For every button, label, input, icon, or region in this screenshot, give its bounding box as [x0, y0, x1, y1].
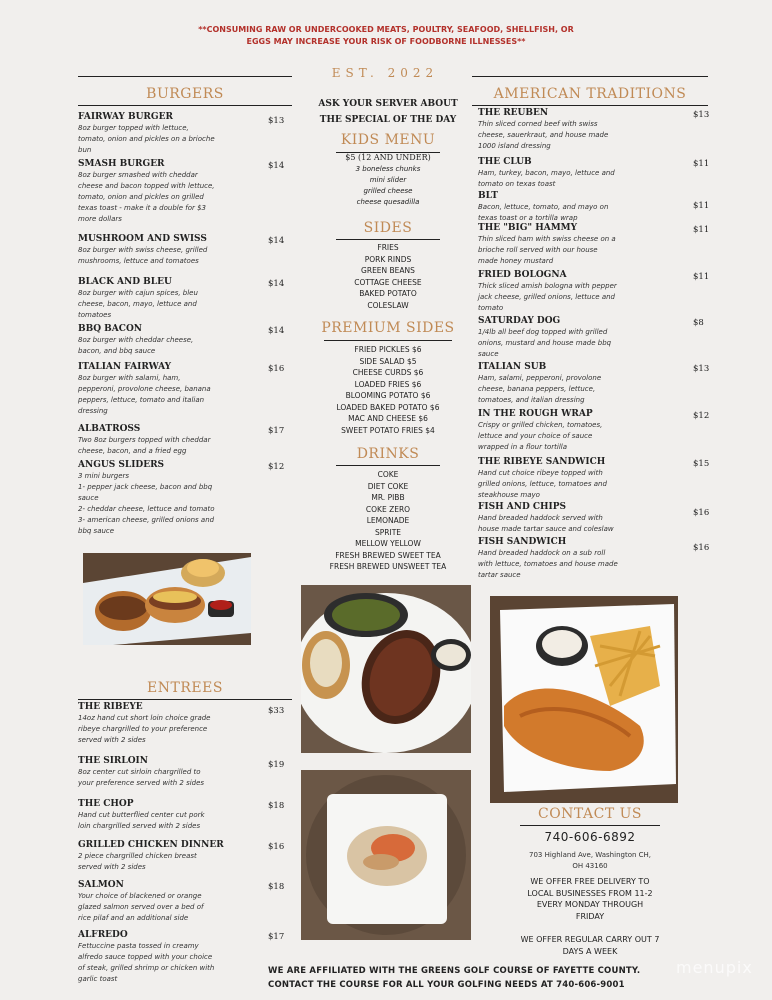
- menu-item-description: 14oz hand cut short loin choice grade: [78, 714, 211, 722]
- menu-item-description: garlic toast: [78, 975, 118, 983]
- menu-item-description: Fettuccine pasta tossed in creamy: [78, 942, 199, 950]
- menu-item-description: steakhouse mayo: [478, 491, 540, 499]
- burgers-title: BURGERS: [146, 86, 224, 102]
- menu-item-price: $14: [268, 236, 285, 246]
- menu-item-description: mushrooms, lettuce and tomatoes: [78, 257, 199, 265]
- watermark: menupix: [676, 958, 753, 977]
- list-item: SWEET POTATO FRIES $4: [341, 425, 435, 435]
- menu-item-description: onions, mustard and house made bbq: [478, 339, 612, 347]
- list-item: CHEESE CURDS $6: [352, 368, 424, 377]
- menu-item-price: $13: [693, 364, 710, 374]
- menu-item-description: tomato, onion and pickles on a brioche: [78, 135, 215, 143]
- menu-item-name: SMASH BURGER: [78, 159, 165, 169]
- menu-item-description: 1/4lb all beef dog topped with grilled: [478, 328, 608, 336]
- menu-item-description: 2 piece chargrilled chicken breast: [78, 852, 197, 860]
- divider: [472, 76, 708, 77]
- menu-item-description: tomato, onion and pickles on grilled: [78, 193, 204, 201]
- contact-phone[interactable]: 740-606-6892: [544, 830, 636, 844]
- menu-item-name: BBQ BACON: [78, 324, 143, 334]
- list-item: MR. PIBB: [371, 493, 405, 502]
- established-year: EST. 2022: [331, 66, 439, 80]
- menu-item: [478, 157, 648, 190]
- menu-item-name: FAIRWAY BURGER: [78, 112, 173, 122]
- footer-affiliation: [268, 964, 708, 992]
- delivery-line: FRIDAY: [575, 911, 605, 921]
- menu-item: [78, 756, 248, 789]
- address-line: 703 Highland Ave, Washington CH,: [528, 851, 652, 859]
- list-item: GREEN BEANS: [361, 266, 415, 275]
- menu-item-price: $11: [693, 159, 710, 169]
- list-item: FRESH BREWED SWEET TEA: [335, 550, 441, 560]
- menu-item: [78, 112, 238, 156]
- steak-photo: [301, 585, 471, 753]
- menu-item-name: THE CHOP: [78, 799, 134, 809]
- list-item: LOADED FRIES $6: [354, 379, 422, 389]
- sides-list: [310, 242, 466, 311]
- divider: [472, 105, 708, 106]
- menu-item-description: cheese and bacon topped with lettuce,: [78, 182, 215, 190]
- menu-item-price: $12: [268, 462, 285, 472]
- fish-and-chips-photo: [490, 596, 678, 803]
- menu-item: [78, 424, 238, 457]
- list-item: cheese quesadilla: [356, 198, 420, 206]
- delivery-info: [496, 876, 684, 922]
- menu-item-description: Ham, turkey, bacon, mayo, lettuce and: [478, 169, 615, 177]
- list-item: LOADED BAKED POTATO $6: [336, 402, 440, 412]
- menu-item-description: 8oz burger with cajun spices, bleu: [78, 289, 198, 297]
- menu-item-name: IN THE ROUGH WRAP: [478, 409, 593, 419]
- menu-item: [78, 930, 248, 985]
- menu-item-description: Hand cut choice ribeye topped with: [478, 469, 603, 477]
- menu-item: [78, 702, 248, 746]
- menu-item-price: $14: [268, 161, 285, 171]
- menu-item-description: 8oz center cut sirloin chargrilled to: [78, 768, 201, 776]
- list-item: LEMONADE: [366, 516, 410, 525]
- menu-item-description: Hand breaded haddock on a sub roll: [478, 549, 606, 557]
- menu-item-price: $11: [693, 225, 710, 235]
- menu-item-name: ALBATROSS: [78, 424, 141, 434]
- menu-item-description: brioche roll served with our house: [478, 246, 598, 254]
- menu-item-description: cheese, banana peppers, lettuce,: [478, 385, 596, 393]
- list-item: grilled cheese: [363, 187, 413, 195]
- menu-item-price: $16: [693, 543, 710, 553]
- menu-item-description: Your choice of blackened or orange: [78, 892, 202, 900]
- menu-item-description: texas toast - make it a double for $3: [78, 204, 207, 212]
- menu-item-description: rice pilaf and an additional side: [78, 914, 189, 922]
- menu-item-description: Hand breaded haddock served with: [478, 514, 603, 522]
- menu-item: [78, 799, 248, 832]
- menu-item-description: of steak, grilled shrimp or chicken with: [78, 964, 215, 972]
- menu-item-description: glazed salmon served over a bed of: [78, 903, 204, 911]
- kids-menu-subtitle: $5 (12 AND UNDER): [345, 153, 431, 162]
- divider: [520, 825, 660, 826]
- menu-item-name: GRILLED CHICKEN DINNER: [78, 840, 224, 850]
- menu-item-description: bbq sauce: [78, 527, 115, 535]
- menu-item-description: tartar sauce: [478, 571, 521, 579]
- menu-item-description: 3 mini burgers: [78, 472, 130, 480]
- menu-item-description: bacon, and bbq sauce: [78, 347, 156, 355]
- menu-item-name: ITALIAN FAIRWAY: [78, 362, 172, 372]
- delivery-line: LOCAL BUSINESSES FROM 11-2: [527, 888, 653, 898]
- kids-menu-title: KIDS MENU: [340, 132, 436, 148]
- drinks-list: [300, 469, 476, 573]
- premium-sides-list: [300, 344, 476, 436]
- menu-item-price: $13: [693, 110, 710, 120]
- menu-item-name: ANGUS SLIDERS: [78, 460, 165, 470]
- menu-item-price: $8: [693, 318, 704, 328]
- menu-item-description: Hand cut butterflied center cut pork: [78, 811, 205, 819]
- menu-item-price: $17: [268, 426, 285, 436]
- divider: [336, 465, 440, 466]
- list-item: COLESLAW: [367, 300, 409, 310]
- menu-item-price: $18: [268, 801, 285, 811]
- menu-item-name: SATURDAY DOG: [478, 316, 561, 326]
- menu-item-name: SALMON: [78, 880, 124, 890]
- menu-item-price: $14: [268, 326, 285, 336]
- sides-title: SIDES: [363, 220, 413, 236]
- premium-sides-title: PREMIUM SIDES: [321, 320, 455, 336]
- warning-line-1: **CONSUMING RAW OR UNDERCOOKED MEATS, POULTRY, SEAFOOD, SHELLFISH, OR: [198, 25, 574, 34]
- fish-photo-illustration: [490, 596, 678, 803]
- american-traditions-title: AMERICAN TRADITIONS: [493, 86, 687, 102]
- burger-photo: [83, 553, 251, 645]
- menu-item-name: THE CLUB: [478, 157, 532, 167]
- menu-item-price: $11: [693, 272, 710, 282]
- list-item: MELLOW YELLOW: [355, 539, 421, 548]
- salmon-photo-illustration: [301, 770, 471, 940]
- menu-item-name: THE RIBEYE SANDWICH: [478, 457, 606, 467]
- list-item: SIDE SALAD $5: [359, 356, 417, 366]
- menu-item-description: 8oz burger topped with lettuce,: [78, 124, 189, 132]
- menu-item-name: MUSHROOM AND SWISS: [78, 234, 207, 244]
- menu-item-description: dressing: [78, 407, 108, 415]
- divider: [336, 239, 440, 240]
- menu-item-description: lettuce and your choice of sauce: [478, 432, 593, 440]
- list-item: COKE: [377, 470, 399, 479]
- menu-item-description: house made tartar sauce and coleslaw: [478, 525, 614, 533]
- menu-item-description: peppers, lettuce, tomato and italian: [78, 396, 205, 404]
- steak-photo-illustration: [301, 585, 471, 753]
- list-item: 3 boneless chunks: [355, 165, 421, 173]
- menu-item-name: ALFREDO: [78, 930, 128, 940]
- menu-item-description: 8oz burger smashed with cheddar: [78, 171, 198, 179]
- list-item: BAKED POTATO: [359, 289, 417, 298]
- menu-item-description: grilled onions, lettuce, tomatoes and: [478, 480, 607, 488]
- menu-item-name: BLT: [478, 191, 498, 201]
- menu-item-description: 8oz burger with cheddar cheese,: [78, 336, 194, 344]
- menu-item-description: with lettuce, tomatoes and house made: [478, 560, 618, 568]
- menu-item: [478, 270, 648, 314]
- special-of-day: [308, 96, 468, 128]
- list-item: FRIES: [377, 243, 399, 252]
- menu-item-description: Thin sliced ham with swiss cheese on a: [478, 235, 616, 243]
- address-line: OH 43160: [572, 862, 608, 870]
- menu-item: [478, 409, 648, 453]
- drinks-title: DRINKS: [356, 446, 420, 462]
- menu-item-description: 1000 island dressing: [478, 142, 551, 150]
- menu-item: [78, 840, 248, 873]
- menu-item-description: your preference served with 2 sides: [78, 779, 205, 787]
- menu-item-description: 3- american cheese, grilled onions and: [78, 516, 215, 524]
- menu-item-price: $16: [268, 364, 285, 374]
- carryout-info: [496, 934, 684, 957]
- divider: [78, 76, 292, 77]
- menu-item-name: FRIED BOLOGNA: [478, 270, 567, 280]
- menu-item-description: 2- cheddar cheese, lettuce and tomato: [78, 505, 215, 513]
- menu-item-description: tomato: [478, 304, 504, 312]
- entrees-title: ENTREES: [147, 680, 223, 696]
- menu-item-description: Thick sliced amish bologna with pepper: [478, 282, 617, 290]
- menu-item-price: $11: [693, 201, 710, 211]
- menu-item-description: Bacon, lettuce, tomato, and mayo on: [478, 203, 609, 211]
- kids-menu-list: [310, 164, 466, 208]
- menu-item: [478, 223, 648, 267]
- carryout-line: WE OFFER REGULAR CARRY OUT 7: [520, 935, 660, 944]
- menu-item-description: texas toast or a tortilla wrap: [478, 214, 578, 222]
- menu-item-description: made honey mustard: [478, 257, 554, 265]
- menu-item: [478, 362, 648, 406]
- menu-item-price: $33: [268, 706, 285, 716]
- list-item: FRESH BREWED UNSWEET TEA: [329, 562, 447, 571]
- list-item: PORK RINDS: [364, 254, 412, 264]
- menu-item-name: THE SIRLOIN: [78, 756, 148, 766]
- list-item: SPRITE: [374, 527, 402, 537]
- list-item: FRIED PICKLES $6: [354, 345, 422, 354]
- menu-item: [78, 277, 238, 321]
- menu-item-name: ITALIAN SUB: [478, 362, 547, 372]
- menu-item-description: tomato on texas toast: [478, 180, 556, 188]
- special-line-1: ASK YOUR SERVER ABOUT: [318, 99, 458, 109]
- menu-item-price: $15: [693, 459, 710, 469]
- menu-item-description: pepperoni, provolone cheese, banana: [78, 385, 211, 393]
- menu-item: [478, 108, 648, 152]
- menu-item-description: sauce: [78, 494, 99, 502]
- menu-item-description: tomatoes: [78, 311, 112, 319]
- menu-item: [78, 324, 238, 357]
- menu-item-description: alfredo sauce topped with your choice: [78, 953, 213, 961]
- menu-item: [78, 880, 248, 924]
- menu-item-description: served with 2 sides: [78, 863, 146, 871]
- menu-item: [478, 537, 648, 581]
- menu-item-description: cheese, sauerkraut, and house made: [478, 131, 609, 139]
- warning-line-2: EGGS MAY INCREASE YOUR RISK OF FOODBORNE ILLNESSES**: [246, 37, 526, 46]
- list-item: COKE ZERO: [365, 504, 411, 514]
- menu-item-name: FISH AND CHIPS: [478, 502, 567, 512]
- contact-title: CONTACT US: [537, 806, 642, 822]
- menu-item: [478, 191, 648, 224]
- divider: [78, 699, 292, 700]
- contact-address: [500, 850, 680, 872]
- menu-item-name: THE "BIG" HAMMY: [478, 223, 578, 233]
- menu-item-name: THE REUBEN: [478, 108, 549, 118]
- menu-item-price: $17: [268, 932, 285, 942]
- delivery-line: EVERY MONDAY THROUGH: [536, 900, 644, 909]
- menu-item-description: 8oz burger with swiss cheese, grilled: [78, 246, 208, 254]
- menu-item: [478, 502, 648, 535]
- divider: [324, 340, 452, 341]
- menu-item-description: Two 8oz burgers topped with cheddar: [78, 436, 211, 444]
- list-item: mini slider: [369, 176, 407, 184]
- menu-item-description: jack cheese, grilled onions, lettuce and: [478, 293, 616, 301]
- menu-item: [478, 316, 648, 360]
- menu-item-description: sauce: [478, 350, 499, 358]
- menu-item-name: THE RIBEYE: [78, 702, 143, 712]
- divider: [78, 105, 292, 106]
- menu-item-price: $14: [268, 279, 285, 289]
- delivery-line: WE OFFER FREE DELIVERY TO: [530, 877, 650, 886]
- list-item: BLOOMING POTATO $6: [345, 391, 431, 400]
- menu-item-price: $12: [693, 411, 710, 421]
- menu-item-name: FISH SANDWICH: [478, 537, 567, 547]
- menu-item-description: 1- pepper jack cheese, bacon and bbq: [78, 483, 213, 491]
- food-safety-warning: [180, 24, 592, 48]
- menu-item-description: served with 2 sides: [78, 736, 146, 744]
- menu-item-description: 8oz burger with salami, ham,: [78, 374, 181, 382]
- menu-item: [78, 460, 238, 537]
- menu-item-description: tomatoes, and italian dressing: [478, 396, 585, 404]
- menu-item-name: BLACK AND BLEU: [78, 277, 172, 287]
- menu-item-price: $13: [268, 116, 285, 126]
- list-item: DIET COKE: [367, 481, 409, 491]
- carryout-line: DAYS A WEEK: [562, 946, 618, 956]
- menu-item-description: more dollars: [78, 215, 122, 223]
- menu-item: [78, 362, 238, 417]
- menu-item-description: cheese, bacon, mayo, lettuce and: [78, 300, 197, 308]
- menu-item-price: $18: [268, 882, 285, 892]
- menu-item-description: bun: [78, 146, 92, 154]
- menu-item: [478, 457, 648, 501]
- menu-item: [78, 234, 238, 267]
- menu-item-description: cheese, bacon, and a fried egg: [78, 447, 187, 455]
- footer-line-2: CONTACT THE COURSE FOR ALL YOUR GOLFING NEEDS AT 740-606-9001: [268, 980, 625, 990]
- menu-item-description: Ham, salami, pepperoni, provolone: [478, 374, 602, 382]
- menu-item-price: $16: [268, 842, 285, 852]
- burger-photo-illustration: [83, 553, 251, 645]
- menu-item-description: loin chargrilled served with 2 sides: [78, 822, 201, 830]
- menu-item-description: Thin sliced corned beef with swiss: [478, 120, 598, 128]
- list-item: MAC AND CHEESE $6: [348, 414, 428, 423]
- footer-line-1: WE ARE AFFILIATED WITH THE GREENS GOLF COURSE OF FAYETTE COUNTY.: [268, 966, 641, 976]
- menu-item-description: Crispy or grilled chicken, tomatoes,: [478, 421, 603, 429]
- menu-item-price: $16: [693, 508, 710, 518]
- menu-item-description: ribeye chargrilled to your preference: [78, 725, 208, 733]
- menu-item-description: wrapped in a flour tortilla: [478, 443, 567, 451]
- menu-item: [78, 159, 238, 225]
- special-line-2: THE SPECIAL OF THE DAY: [319, 115, 457, 125]
- list-item: COTTAGE CHEESE: [354, 277, 422, 287]
- menu-item-price: $19: [268, 760, 285, 770]
- salmon-rice-photo: [301, 770, 471, 940]
